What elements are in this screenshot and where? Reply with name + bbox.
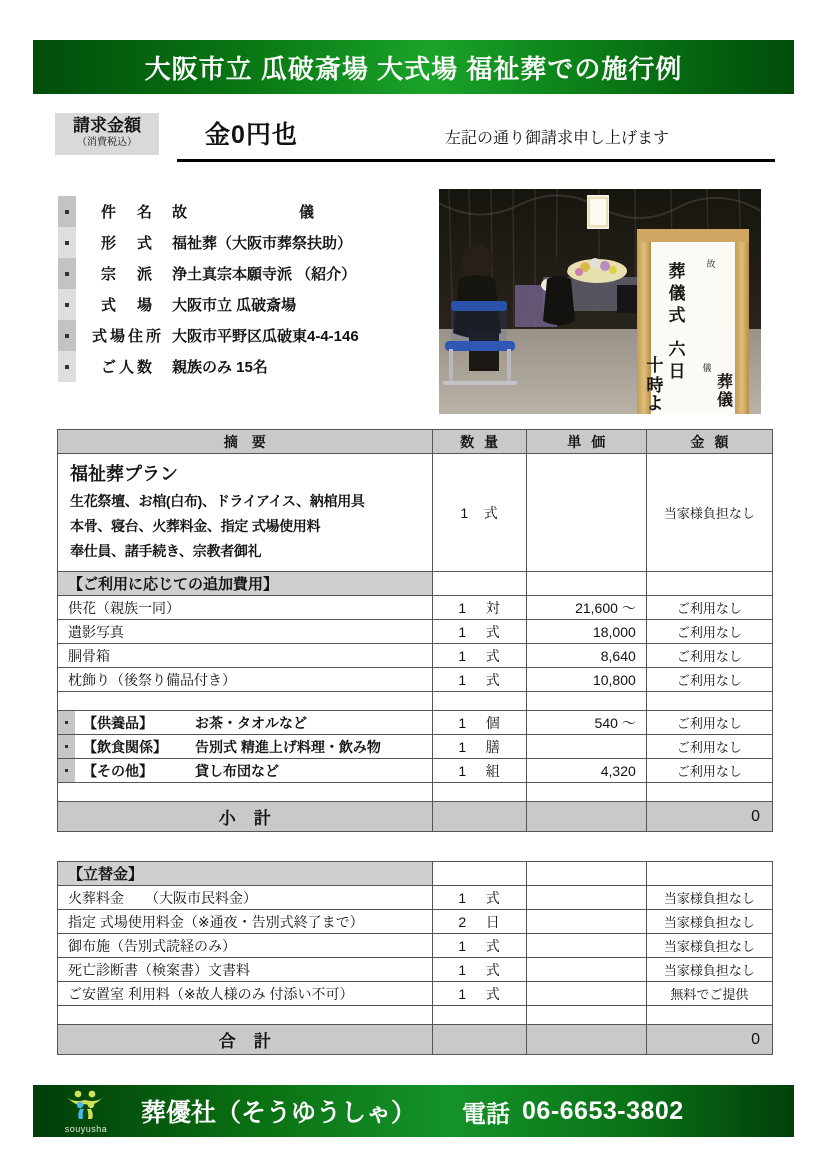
row-description: 御布施（告別式読経のみ）: [58, 934, 433, 958]
bullet-square-icon: [58, 351, 76, 382]
bullet-square-icon: [58, 196, 76, 227]
empty-cell: [646, 862, 772, 886]
plan-unit-price-cell: [526, 454, 646, 572]
row-quantity: [432, 596, 526, 620]
svg-text:葬: 葬: [716, 372, 734, 391]
quantity-unit: 個: [485, 714, 500, 731]
table-spacer-row: [58, 1006, 773, 1025]
empty-cell: [646, 572, 772, 596]
empty-cell: [646, 1006, 772, 1025]
table-row-section-advance: [58, 862, 773, 886]
row-quantity: [432, 982, 526, 1006]
category-detail: 告別式 精進上げ料理・飲み物: [195, 738, 381, 755]
empty-cell: [526, 1025, 646, 1055]
detail-row-sect: [58, 258, 438, 289]
quantity-unit: 式: [485, 937, 500, 954]
row-amount: 無料でご提供: [646, 982, 772, 1006]
plan-line: 生花祭壇、お棺(白布)、ドライアイス、納棺用具: [70, 493, 365, 509]
company-name: 葬優社（そうゆうしゃ）: [141, 1099, 417, 1127]
footer-banner: [33, 1085, 794, 1137]
plan-amount-cell: 当家様負担なし: [646, 454, 772, 572]
bullet-square-icon: [58, 711, 75, 734]
column-header-unit-price: 単価: [526, 430, 646, 454]
billing-label-main: 請求金額: [73, 116, 141, 135]
billing-amount-label: [55, 113, 159, 155]
svg-text:葬: 葬: [668, 262, 686, 282]
quantity-number: 1: [458, 599, 467, 616]
advance-payment-table: [57, 861, 773, 1055]
bullet-square-icon: [58, 759, 75, 782]
section-title-advance: 【立替金】: [58, 862, 433, 886]
table-row-category: [58, 735, 773, 759]
empty-cell: [58, 1006, 433, 1025]
row-unit-price: 8,640: [526, 644, 646, 668]
row-quantity: [432, 644, 526, 668]
table-row: [58, 910, 773, 934]
detail-row-venue-address: [58, 320, 438, 351]
row-description: 火葬料金 （大阪市民料金）: [58, 886, 433, 910]
billing-summary: [55, 113, 775, 163]
table-row: [58, 668, 773, 692]
empty-cell: [646, 692, 772, 711]
empty-cell: [526, 1006, 646, 1025]
empty-cell: [526, 692, 646, 711]
row-description: 枕飾り（後祭り備品付き）: [58, 668, 433, 692]
quantity-number: 1: [458, 647, 467, 664]
detail-value-prefix: 故: [172, 204, 188, 221]
row-quantity: [432, 958, 526, 982]
category-name: 【飲食関係】: [83, 738, 167, 755]
billing-note: 左記の通り御請求申し上げます: [445, 130, 670, 147]
empty-cell: [432, 1025, 526, 1055]
row-quantity: [432, 886, 526, 910]
empty-cell: [432, 802, 526, 832]
row-amount: ご利用なし: [646, 735, 772, 759]
row-amount: 当家様負担なし: [646, 910, 772, 934]
table-row: [58, 982, 773, 1006]
table-row-subtotal: [58, 802, 773, 832]
table-row: [58, 958, 773, 982]
empty-cell: [526, 572, 646, 596]
svg-text:よ: よ: [646, 394, 664, 414]
detail-label: ご人数: [100, 359, 155, 376]
company-logo: [47, 1089, 125, 1134]
quantity-unit: 対: [485, 599, 500, 616]
category-detail: 貸し布団など: [195, 762, 279, 779]
logo-wordmark: souyusha: [64, 1123, 108, 1134]
quantity-unit: 式: [485, 671, 500, 688]
billing-underline: [177, 159, 775, 162]
telephone-number: 06-6653-3802: [522, 1096, 684, 1125]
row-quantity: [432, 759, 526, 783]
row-amount: ご利用なし: [646, 644, 772, 668]
quantity-unit: 式: [483, 504, 498, 521]
quantity-number: 1: [458, 623, 467, 640]
row-description: 指定 式場使用料金（※通夜・告別式終了まで）: [58, 910, 433, 934]
column-header-description: 摘要: [58, 430, 433, 454]
row-unit-price: [526, 934, 646, 958]
quantity-number: 2: [458, 913, 467, 930]
quantity-number: 1: [458, 762, 467, 779]
quantity-number: 1: [460, 504, 469, 521]
category-text: [75, 737, 432, 757]
row-description: ご安置室 利用料（※故人様のみ 付添い不可）: [58, 982, 433, 1006]
empty-cell: [526, 783, 646, 802]
row-quantity: [432, 934, 526, 958]
row-quantity: [432, 620, 526, 644]
table-row: [58, 620, 773, 644]
detail-row-venue: [58, 289, 438, 320]
table-row-plan: [58, 454, 773, 572]
category-description: [58, 711, 433, 735]
plan-line: 本骨、寝台、火葬料金、指定 式場使用料: [70, 518, 321, 534]
empty-cell: [526, 802, 646, 832]
detail-label: 件 名: [100, 204, 155, 221]
row-amount: ご利用なし: [646, 711, 772, 735]
row-unit-price: [526, 958, 646, 982]
detail-value-suffix: 儀: [299, 204, 315, 221]
svg-text:故: 故: [706, 260, 716, 270]
total-amount: 0: [646, 1025, 772, 1055]
plan-line: 奉仕員、諸手続き、宗教者御礼: [70, 543, 262, 559]
empty-cell: [58, 783, 433, 802]
detail-label: 式 場: [100, 297, 155, 314]
subtotal-amount: 0: [646, 802, 772, 832]
wooden-signboard: [637, 229, 749, 414]
billing-label-sub: （消費税込）: [77, 137, 137, 148]
page-title: 大阪市立 瓜破斎場 大式場 福祉葬での施行例: [144, 53, 683, 84]
row-quantity: [432, 910, 526, 934]
detail-value: 福祉葬（大阪市葬祭扶助）: [172, 235, 353, 252]
quantity-number: 1: [458, 889, 467, 906]
bullet-square-icon: [58, 258, 76, 289]
quantity-unit: 式: [485, 647, 500, 664]
row-description: 死亡診断書（検案書）文書料: [58, 958, 433, 982]
detail-value: [172, 201, 314, 222]
row-unit-price: 10,800: [526, 668, 646, 692]
funeral-hall-photo: [439, 189, 761, 414]
category-description: [58, 735, 433, 759]
category-detail: お茶・タオルなど: [195, 714, 307, 731]
table-row: [58, 596, 773, 620]
svg-text:儀: 儀: [668, 284, 686, 304]
empty-cell: [432, 572, 526, 596]
header-banner: [33, 40, 794, 94]
quantity-number: 1: [458, 738, 467, 755]
row-unit-price: 18,000: [526, 620, 646, 644]
quantity-number: 1: [458, 937, 467, 954]
svg-text:儀: 儀: [716, 390, 734, 409]
category-description: [58, 759, 433, 783]
row-amount: 当家様負担なし: [646, 934, 772, 958]
svg-text:日: 日: [668, 362, 686, 382]
empty-cell: [432, 692, 526, 711]
row-amount: ご利用なし: [646, 596, 772, 620]
svg-text:十: 十: [646, 356, 664, 376]
detail-label: 形 式: [100, 235, 155, 252]
empty-cell: [432, 783, 526, 802]
svg-text:時: 時: [646, 376, 664, 396]
table-row: [58, 644, 773, 668]
quantity-unit: 式: [485, 623, 500, 640]
empty-cell: [646, 783, 772, 802]
row-amount: 当家様負担なし: [646, 886, 772, 910]
billing-amount-value: 金0円也: [205, 121, 298, 149]
row-description: 供花（親族一同）: [58, 596, 433, 620]
telephone-label: 電話: [462, 1100, 511, 1128]
bullet-square-icon: [58, 735, 75, 758]
row-unit-price: [526, 910, 646, 934]
quantity-number: 1: [458, 961, 467, 978]
row-quantity: [432, 668, 526, 692]
table-row-category: [58, 711, 773, 735]
row-amount: 当家様負担なし: [646, 958, 772, 982]
table-row-total: [58, 1025, 773, 1055]
row-description: 胴骨箱: [58, 644, 433, 668]
empty-cell: [432, 862, 526, 886]
plan-description-cell: [58, 454, 433, 572]
row-unit-price: [526, 735, 646, 759]
svg-text:儀: 儀: [702, 364, 712, 374]
quantity-unit: 式: [485, 985, 500, 1002]
detail-value: 大阪市平野区瓜破東4-4-146: [172, 328, 359, 345]
quantity-unit: 日: [485, 913, 500, 930]
quantity-number: 1: [458, 714, 467, 731]
category-text: [75, 713, 432, 733]
category-text: [75, 761, 432, 781]
subtotal-label: 小計: [58, 802, 433, 832]
row-quantity: [432, 711, 526, 735]
table-header-row: [58, 430, 773, 454]
svg-text:式: 式: [668, 306, 686, 326]
quantity-unit: 膳: [485, 738, 500, 755]
row-unit-price: [526, 982, 646, 1006]
quantity-number: 1: [458, 671, 467, 688]
row-quantity: [432, 735, 526, 759]
detail-label: 式場住所: [91, 328, 164, 345]
photo-illustration: [439, 189, 761, 414]
plan-quantity-cell: [432, 454, 526, 572]
table-row: [58, 934, 773, 958]
empty-cell: [526, 862, 646, 886]
detail-label: 宗 派: [100, 266, 155, 283]
row-unit-price: 4,320: [526, 759, 646, 783]
row-amount: ご利用なし: [646, 668, 772, 692]
detail-row-case-name: [58, 196, 438, 227]
section-title-additional: 【ご利用に応じての追加費用】: [58, 572, 433, 596]
main-cost-table: [57, 429, 773, 832]
bullet-square-icon: [58, 227, 76, 258]
detail-row-format: [58, 227, 438, 258]
row-amount: ご利用なし: [646, 620, 772, 644]
bullet-square-icon: [58, 320, 76, 351]
row-unit-price: 21,600 ～: [526, 596, 646, 620]
quantity-unit: 式: [485, 889, 500, 906]
svg-text:六: 六: [668, 340, 686, 360]
souyusha-logo-icon: [58, 1089, 114, 1121]
quantity-unit: 式: [485, 961, 500, 978]
row-amount: ご利用なし: [646, 759, 772, 783]
empty-cell: [432, 1006, 526, 1025]
empty-cell: [58, 692, 433, 711]
category-name: 【供養品】: [83, 714, 153, 731]
row-unit-price: 540 ～: [526, 711, 646, 735]
quantity-number: 1: [458, 985, 467, 1002]
detail-value: 浄土真宗本願寺派 （紹介）: [172, 266, 357, 283]
table-spacer-row: [58, 692, 773, 711]
column-header-amount: 金額: [646, 430, 772, 454]
detail-value: 親族のみ 15名: [172, 359, 268, 376]
detail-value: 大阪市立 瓜破斎場: [172, 297, 297, 314]
table-row-category: [58, 759, 773, 783]
quantity-unit: 組: [485, 762, 500, 779]
total-label: 合計: [58, 1025, 433, 1055]
row-unit-price: [526, 886, 646, 910]
category-name: 【その他】: [83, 762, 153, 779]
row-description: 遺影写真: [58, 620, 433, 644]
column-header-quantity: 数量: [432, 430, 526, 454]
bullet-square-icon: [58, 289, 76, 320]
table-row: [58, 886, 773, 910]
plan-title: 福祉葬プラン: [70, 464, 178, 484]
service-details-list: [58, 196, 438, 382]
table-spacer-row: [58, 783, 773, 802]
detail-row-attendees: [58, 351, 438, 382]
table-row-section-additional: [58, 572, 773, 596]
